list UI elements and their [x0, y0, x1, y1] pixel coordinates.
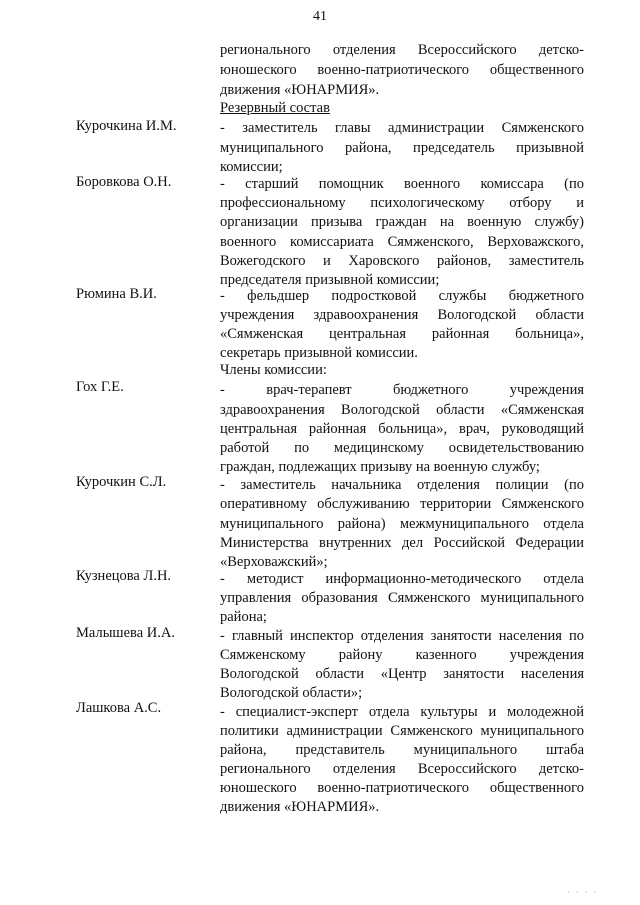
role-line: военного комиссариата Сямженского, Верховажского,: [220, 234, 584, 250]
intro-line: движения «ЮНАРМИЯ».: [220, 82, 380, 98]
role-line: Министерства внутренних дел Российской Федерации: [220, 535, 584, 551]
role-line: организации призыва граждан на военную службу): [220, 214, 584, 230]
intro-line: регионального отделения Всероссийского детско-: [220, 42, 584, 58]
role-line: - старший помощник военного комиссара (по: [220, 176, 584, 192]
person-name: Малышева И.А.: [76, 625, 175, 641]
role-line: района, представитель муниципального штаба: [220, 742, 584, 758]
person-name: Курочкина И.М.: [76, 118, 177, 134]
page-number: 41: [313, 9, 327, 24]
members-heading: Члены комиссии:: [220, 362, 327, 378]
role-line: центральная районная больница», врач, руководящий: [220, 421, 584, 437]
role-line: политики администрации Сямженского муниципального: [220, 723, 584, 739]
role-line: граждан, подлежащих призыву на военную службу;: [220, 459, 540, 475]
role-line: Вологодской области»;: [220, 685, 363, 701]
reserve-heading: Резервный состав: [220, 100, 330, 116]
role-line: Вологодской области «Центр занятости населения: [220, 666, 584, 682]
role-line: здравоохранения Вологодской области «Сямженская: [220, 402, 584, 418]
role-line: - специалист-эксперт отдела культуры и молодежной: [220, 704, 584, 720]
person-name: Курочкин С.Л.: [76, 474, 167, 490]
role-line: - методист информационно-методического отдела: [220, 571, 584, 587]
scan-marks: · · · ·: [567, 888, 598, 897]
role-line: председателя призывной комиссии;: [220, 272, 440, 288]
person-name: Боровкова О.Н.: [76, 174, 172, 190]
role-line: юношеского военно-патриотического общественного: [220, 780, 584, 796]
role-line: секретарь призывной комиссии.: [220, 345, 418, 361]
role-line: - врач-терапевт бюджетного учреждения: [220, 382, 584, 398]
role-line: муниципального района, председатель призывной: [220, 140, 584, 156]
role-line: оперативному обслуживанию территории Сямженского: [220, 496, 584, 512]
role-line: движения «ЮНАРМИЯ».: [220, 799, 380, 815]
role-line: района;: [220, 609, 267, 625]
role-line: - заместитель главы администрации Сямженского: [220, 120, 584, 136]
role-line: - фельдшер подростковой службы бюджетного: [220, 288, 584, 304]
role-line: - заместитель начальника отделения полиции (по: [220, 477, 584, 493]
role-line: учреждения здравоохранения Вологодской области: [220, 307, 584, 323]
role-line: работой по медицинскому освидетельствованию: [220, 440, 584, 456]
role-line: управления образования Сямженского муниципального: [220, 590, 584, 606]
role-line: Сямженскому району казенного учреждения: [220, 647, 584, 663]
person-name: Кузнецова Л.Н.: [76, 568, 172, 584]
intro-line: юношеского военно-патриотического общественного: [220, 62, 584, 78]
role-line: муниципального района) межмуниципального отдела: [220, 516, 584, 532]
role-line: регионального отделения Всероссийского детско-: [220, 761, 584, 777]
person-name: Гох Г.Е.: [76, 379, 124, 395]
role-line: «Верховажский»;: [220, 554, 328, 570]
role-line: - главный инспектор отделения занятости населения по: [220, 628, 584, 644]
role-line: Вожегодского и Харовского районов, заместитель: [220, 253, 584, 269]
role-line: «Сямженская центральная районная больница»,: [220, 326, 584, 342]
person-name: Рюмина В.И.: [76, 286, 157, 302]
role-line: профессиональному психологическому отбору и: [220, 195, 584, 211]
person-name: Лашкова А.С.: [76, 700, 162, 716]
role-line: комиссии;: [220, 159, 283, 175]
